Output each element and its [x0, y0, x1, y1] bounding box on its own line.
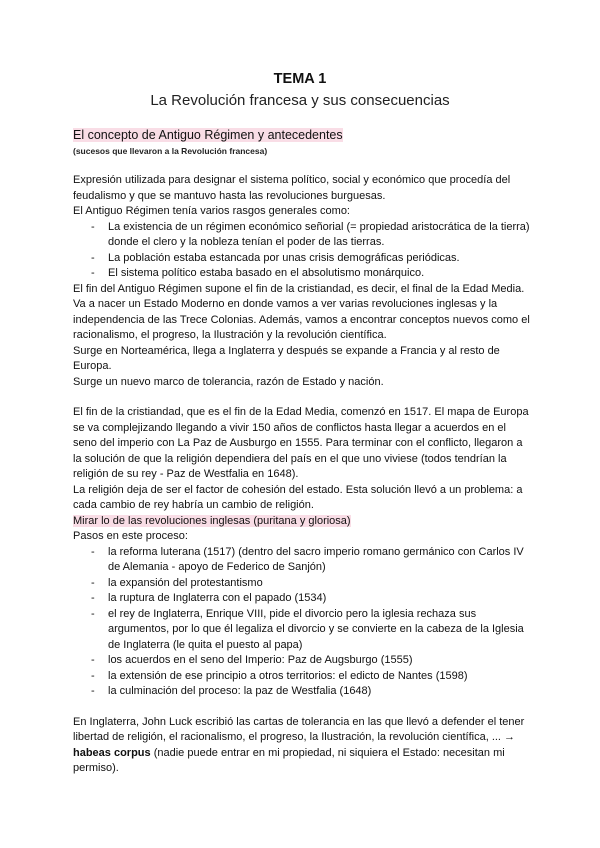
- paragraph: Surge un nuevo marco de tolerancia, razón de Estado y nación.: [73, 375, 384, 388]
- paragraph: [73, 715, 531, 777]
- paragraph: Pasos en este proceso:: [73, 530, 188, 542]
- highlight-note: [73, 514, 531, 530]
- list-item: - El sistema político estaba basado en el absolutismo monárquico.: [91, 266, 531, 282]
- list-item: - la expansión del protestantismo: [91, 576, 531, 592]
- list-item: - el rey de Inglaterra, Enrique VIII, pide el divorcio pero la iglesia rechaza sus argumentos, por lo que él legaliza el divorcio y se convierte en la cabeza de la Iglesia de Inglaterra (le quita el puesto al papa): [91, 607, 531, 654]
- list-item: - la extensión de ese principio a otros territorios: el edicto de Nantes (1598): [91, 669, 531, 685]
- paragraph: El Antiguo Régimen tenía varios rasgos generales como:: [73, 205, 350, 217]
- page-subtitle: La Revolución francesa y sus consecuencias: [150, 92, 450, 109]
- paragraph: Surge en Norteamérica, llega a Inglaterra y después se expande a Francia y al resto de Europa.: [73, 344, 500, 372]
- section-heading-text: El concepto de Antiguo Régimen y antecedentes: [73, 128, 343, 142]
- paragraph: La religión deja de ser el factor de cohesión del estado. Esta solución llevó a un problema: a cada cambio de rey habría un cambio de religión.: [73, 483, 523, 511]
- features-list: [73, 220, 531, 282]
- bold-term: habeas corpus: [73, 746, 151, 759]
- paragraph: El fin del Antiguo Régimen supone el fin de la cristiandad, es decir, el final de la Edad Media. Va a nacer un Estado Moderno en donde vamos a ver varias revoluciones inglesas y la independencia de las Trece Colonias. Además, vamos a encontrar conceptos nuevos como el racionalismo, el progreso, la Ilustración y la revolución científica.: [73, 282, 530, 341]
- paragraph-text: En Inglaterra, John Luck escribió las cartas de tolerancia en las que llevó a defender el tener libertad de religión, el racionalismo, el progreso, la Ilustración, la revolución científica, ... →: [73, 715, 525, 743]
- list-item: - la ruptura de Inglaterra con el papado (1534): [91, 591, 531, 607]
- list-item: - los acuerdos en el seno del Imperio: Paz de Augsburgo (1555): [91, 653, 531, 669]
- list-item: - la culminación del proceso: la paz de Westfalia (1648): [91, 684, 531, 700]
- list-item: - La existencia de un régimen económico señorial (= propiedad aristocrática de la tierra) donde el clero y la nobleza tenían el poder de las tierras.: [91, 220, 531, 251]
- document-body: [73, 127, 531, 777]
- section-heading: [73, 127, 531, 144]
- list-item: - La población estaba estancada por unas crisis demográficas periódicas.: [91, 251, 531, 267]
- paragraph-text: (nadie puede entrar en mi propiedad, ni siquiera el Estado: necesitan mi permiso).: [73, 746, 505, 774]
- highlight-text: Mirar lo de las revoluciones inglesas (puritana y gloriosa): [73, 514, 351, 527]
- list-item: - la reforma luterana (1517) (dentro del sacro imperio romano germánico con Carlos IV de Alemania - apoyo de Federico de Sanjón): [91, 545, 531, 576]
- paragraph: El fin de la cristiandad, que es el fin de la Edad Media, comenzó en 1517. El mapa de Europa se va complejizando llegando a vivir 150 años de conflictos hasta llegar a acuerdos en el seno del imperio con La Paz de Ausburgo en 1555. Para terminar con el conflicto, llegaron a la solución de que la religión dependiera del país en el que uno viviese (todos tendrían la religión de su rey - Paz de Westfalia en 1648).: [73, 406, 529, 480]
- paragraph: Expresión utilizada para designar el sistema político, social y económico que procedía del feudalismo y que se mantuvo hasta las revoluciones burguesas.: [73, 174, 511, 202]
- page-title: TEMA 1: [273, 71, 327, 87]
- section-note: (sucesos que llevaron a la Revolución francesa): [73, 146, 268, 156]
- steps-list: [73, 545, 531, 700]
